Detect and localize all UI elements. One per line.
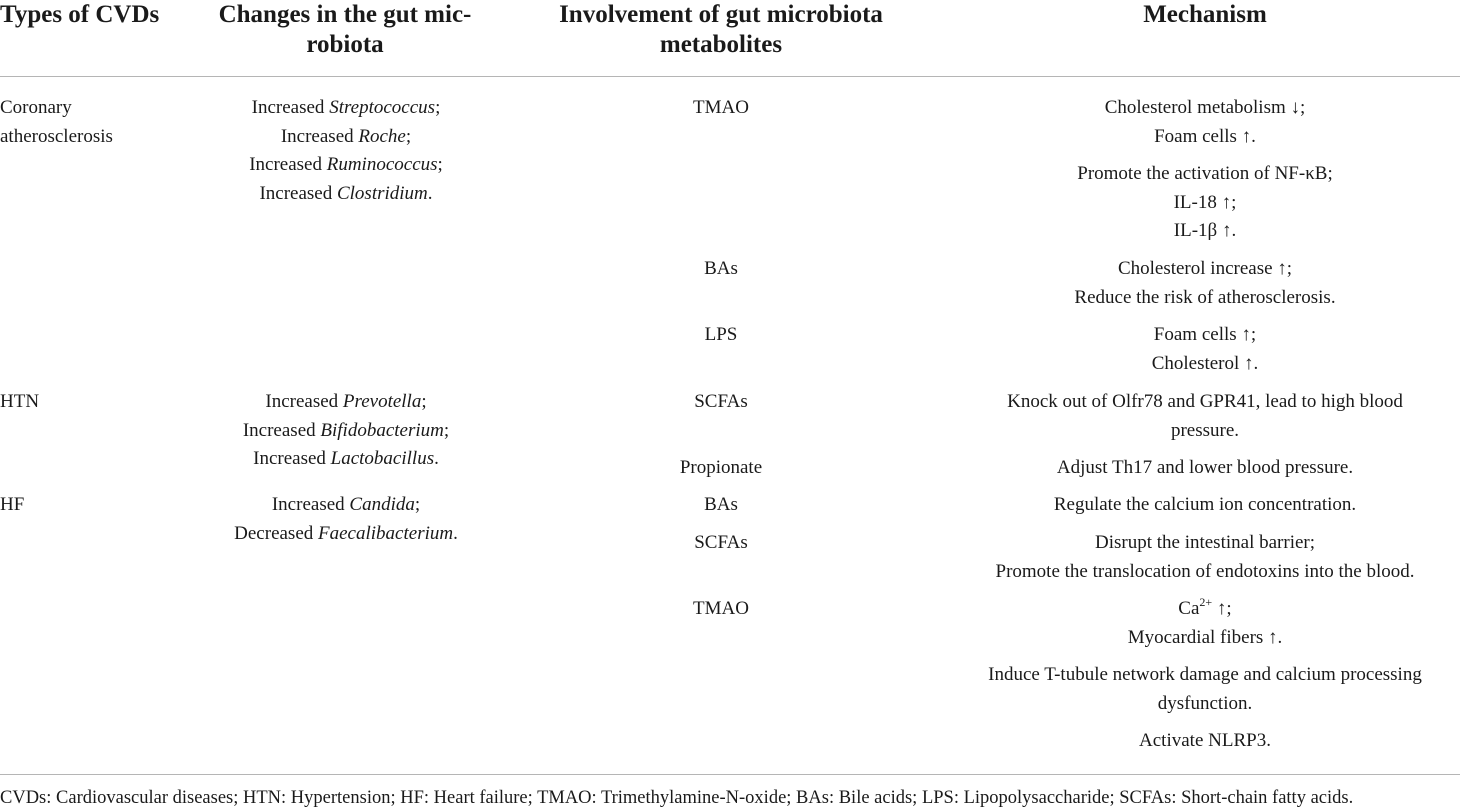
change-item: Increased Ruminococcus; <box>249 154 443 176</box>
mechanism-line: Adjust Th17 and lower blood pressure. <box>1056 457 1354 478</box>
mechanism-line: Promote the translocation of endotoxins into the blood. <box>995 560 1415 582</box>
mechanism-calcium-myocardial <box>950 595 1460 652</box>
mechanism-nfkb-activation <box>950 160 1460 246</box>
change-item: Increased Roche; <box>280 125 412 147</box>
mechanism-cholesterol-increase <box>950 255 1460 312</box>
header-changes-line2: robiota <box>306 31 384 58</box>
mechanism-line: IL-18 ↑; <box>1173 191 1237 213</box>
mechanism-line: Myocardial fibers ↑. <box>1127 626 1283 648</box>
mechanism-line: Cholesterol ↑. <box>1151 352 1259 374</box>
header-metabolites-line2: metabolites <box>659 31 783 58</box>
mechanism-t-tubule <box>950 661 1460 718</box>
type-coronary-line2: atherosclerosis <box>0 125 113 147</box>
mechanism-line: Reduce the risk of atherosclerosis. <box>1074 286 1336 308</box>
table-footnote: CVDs: Cardiovascular diseases; HTN: Hypertension; HF: Heart failure; TMAO: Trimethylamine-N-oxide; BAs: Bile acids; LPS: Lipopolysaccharide; SCFAs: Short-chain fatty acids. <box>0 788 1354 808</box>
mechanism-line: $Ca^{2+}$ ↑; <box>1178 595 1232 619</box>
change-item: Increased Bifidobacterium; <box>242 419 450 441</box>
metabolite-tmao: TMAO <box>693 598 749 619</box>
header-divider <box>0 76 1460 77</box>
metabolite-scfas: SCFAs <box>694 391 748 412</box>
header-changes-line1: Changes in the gut mic- <box>218 1 472 28</box>
header-mechanism: Mechanism <box>1143 1 1267 28</box>
mechanism-intestinal-barrier <box>950 529 1460 586</box>
mechanism-line: Cholesterol metabolism ↓; <box>1104 97 1306 118</box>
header-types-of-cvds: Types of CVDs <box>0 1 160 28</box>
mechanism-line: Knock out of Olfr78 and GPR41, lead to high blood <box>1007 391 1403 412</box>
header-changes-gut-microbiota <box>190 0 500 60</box>
changes-coronary <box>196 94 496 208</box>
type-htn: HTN <box>0 391 40 412</box>
mechanism-line: Disrupt the intestinal barrier; <box>1094 532 1316 553</box>
change-item: Increased Clostridium. <box>259 182 433 204</box>
change-item: Increased Candida; <box>271 494 421 515</box>
metabolite-lps: LPS <box>704 324 738 345</box>
change-item: Decreased Faecalibacterium. <box>234 522 458 544</box>
mechanism-calcium-ion <box>950 491 1460 520</box>
mechanism-line: Activate NLRP3. <box>1139 730 1271 751</box>
mechanism-cholesterol-metabolism <box>950 94 1460 151</box>
mechanism-line: pressure. <box>1170 419 1240 441</box>
metabolite-bas: BAs <box>704 258 738 279</box>
changes-hf <box>196 491 496 548</box>
changes-htn <box>196 388 496 474</box>
type-hf: HF <box>0 494 25 515</box>
mechanism-foam-cells <box>950 321 1460 378</box>
mechanism-line: IL-1β ↑. <box>1173 220 1237 242</box>
change-item: Increased Lactobacillus. <box>253 448 439 470</box>
mechanism-nlrp3 <box>950 727 1460 756</box>
change-item: Increased Streptococcus; <box>251 97 441 118</box>
metabolite-scfas: SCFAs <box>694 532 748 553</box>
mechanism-line: Regulate the calcium ion concentration. <box>1053 494 1357 515</box>
header-metabolites-line1: Involvement of gut microbiota <box>559 1 883 28</box>
change-item: Increased Prevotella; <box>265 391 427 412</box>
table-bottom-divider <box>0 774 1460 775</box>
mechanism-line: dysfunction. <box>1157 692 1253 714</box>
type-coronary-line1: Coronary <box>0 97 72 118</box>
mechanism-line: Cholesterol increase ↑; <box>1117 258 1293 279</box>
metabolite-propionate: Propionate <box>679 457 763 478</box>
mechanism-line: Foam cells ↑; <box>1153 324 1257 345</box>
mechanism-olfr78-gpr41 <box>950 388 1460 445</box>
mechanism-line: Foam cells ↑. <box>1154 125 1256 147</box>
mechanism-line: Induce T-tubule network damage and calcium processing <box>988 664 1422 685</box>
header-metabolites <box>530 0 912 60</box>
mechanism-line: Promote the activation of NF-κB; <box>1077 163 1333 184</box>
type-coronary-atherosclerosis <box>0 94 113 151</box>
mechanism-th17 <box>950 454 1460 483</box>
metabolite-tmao: TMAO <box>693 97 749 118</box>
metabolite-bas: BAs <box>704 494 738 515</box>
